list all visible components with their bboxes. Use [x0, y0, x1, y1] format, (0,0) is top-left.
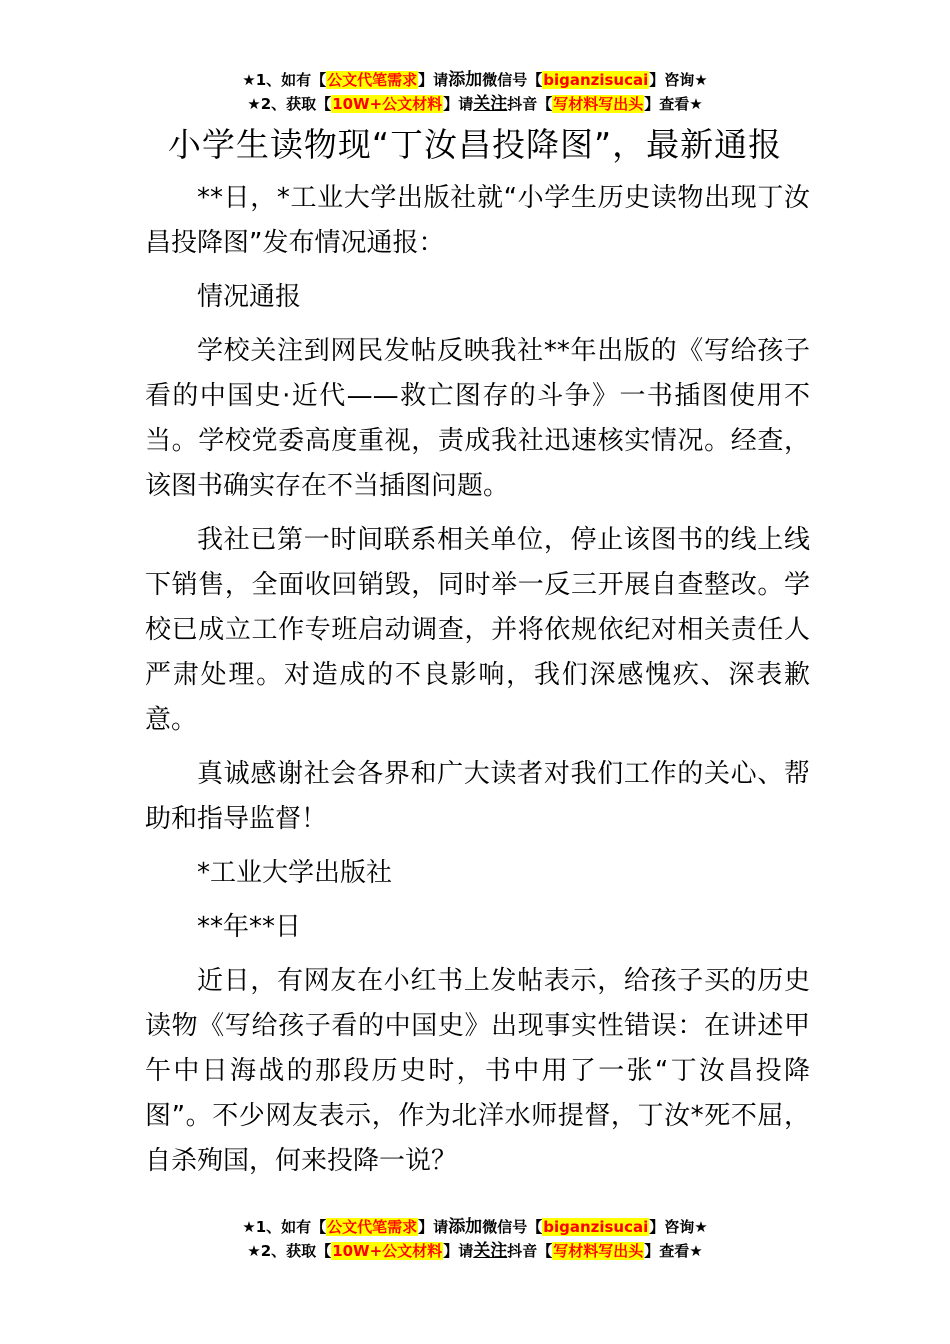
paragraph: 真诚感谢社会各界和广大读者对我们工作的关心、帮助和指导监督！: [145, 759, 810, 834]
highlight-writing-service: 公文代笔需求: [327, 71, 418, 89]
paragraph: 学校关注到网民发帖反映我社**年出版的《写给孩子看的中国史·近代——救亡图存的斗争》一书插图使用不当。学校党委高度重视，责成我社迅速核实情况。经查，该图书确实存在不当插图问题。: [145, 336, 810, 501]
banner-text: ★1、如有【: [242, 71, 327, 89]
signature-organization: *工业大学出版社: [197, 858, 393, 888]
signature-date: **年**日: [197, 912, 302, 942]
document-body: [145, 176, 810, 1193]
highlight-materials: 10W+公文材料: [332, 95, 443, 113]
banner-line-1: [0, 68, 950, 92]
document-title: 小学生读物现“丁汝昌投降图”，最新通报: [167, 125, 783, 164]
banner-emphasis: 关注: [473, 1241, 508, 1261]
banner-emphasis: 关注: [473, 94, 508, 114]
highlight-writing-service: 公文代笔需求: [327, 1218, 418, 1236]
banner-emphasis: 添加: [448, 1217, 483, 1237]
banner-line-1: [0, 1215, 950, 1239]
paragraph: 我社已第一时间联系相关单位，停止该图书的线上线下销售，全面收回销毁，同时举一反三开展自查整改。学校已成立工作专班启动调查，并将依规依纪对相关责任人严肃处理。对造成的不良影响，我们深感愧疚、深表歉意。: [145, 525, 810, 735]
footer-banner: [0, 1215, 950, 1263]
banner-text: 】查看★: [644, 1242, 703, 1260]
banner-text: 微信号【: [482, 1218, 543, 1236]
banner-line-2: [0, 92, 950, 116]
banner-text: ★1、如有【: [242, 1218, 327, 1236]
banner-text: 】咨询★: [649, 1218, 708, 1236]
paragraph: 情况通报: [197, 282, 302, 312]
highlight-douyin-account: 写材料写出头: [553, 95, 644, 113]
header-banner: [0, 68, 950, 116]
paragraph: **日，*工业大学出版社就“小学生历史读物出现丁汝昌投降图”发布情况通报：: [145, 183, 810, 258]
banner-text: 】咨询★: [649, 71, 708, 89]
banner-text: 】请: [443, 95, 474, 113]
banner-text: 】请: [443, 1242, 474, 1260]
highlight-wechat-id: biganzisucai: [543, 1218, 649, 1236]
highlight-douyin-account: 写材料写出头: [553, 1242, 644, 1260]
banner-text: 微信号【: [482, 71, 543, 89]
banner-text: 】查看★: [644, 95, 703, 113]
banner-line-2: [0, 1239, 950, 1263]
banner-text: 】请: [418, 1218, 449, 1236]
banner-text: ★2、获取【: [247, 95, 332, 113]
banner-text: 抖音【: [507, 1242, 553, 1260]
banner-emphasis: 添加: [448, 70, 483, 90]
banner-text: 】请: [418, 71, 449, 89]
highlight-wechat-id: biganzisucai: [543, 71, 649, 89]
banner-text: 抖音【: [507, 95, 553, 113]
paragraph: 近日，有网友在小红书上发帖表示，给孩子买的历史读物《写给孩子看的中国史》出现事实性错误：在讲述甲午中日海战的那段历史时，书中用了一张“丁汝昌投降图”。不少网友表示，作为北洋水师提督，丁汝*死不屈，自杀殉国，何来投降一说？: [145, 966, 810, 1176]
highlight-materials: 10W+公文材料: [332, 1242, 443, 1260]
banner-text: ★2、获取【: [247, 1242, 332, 1260]
